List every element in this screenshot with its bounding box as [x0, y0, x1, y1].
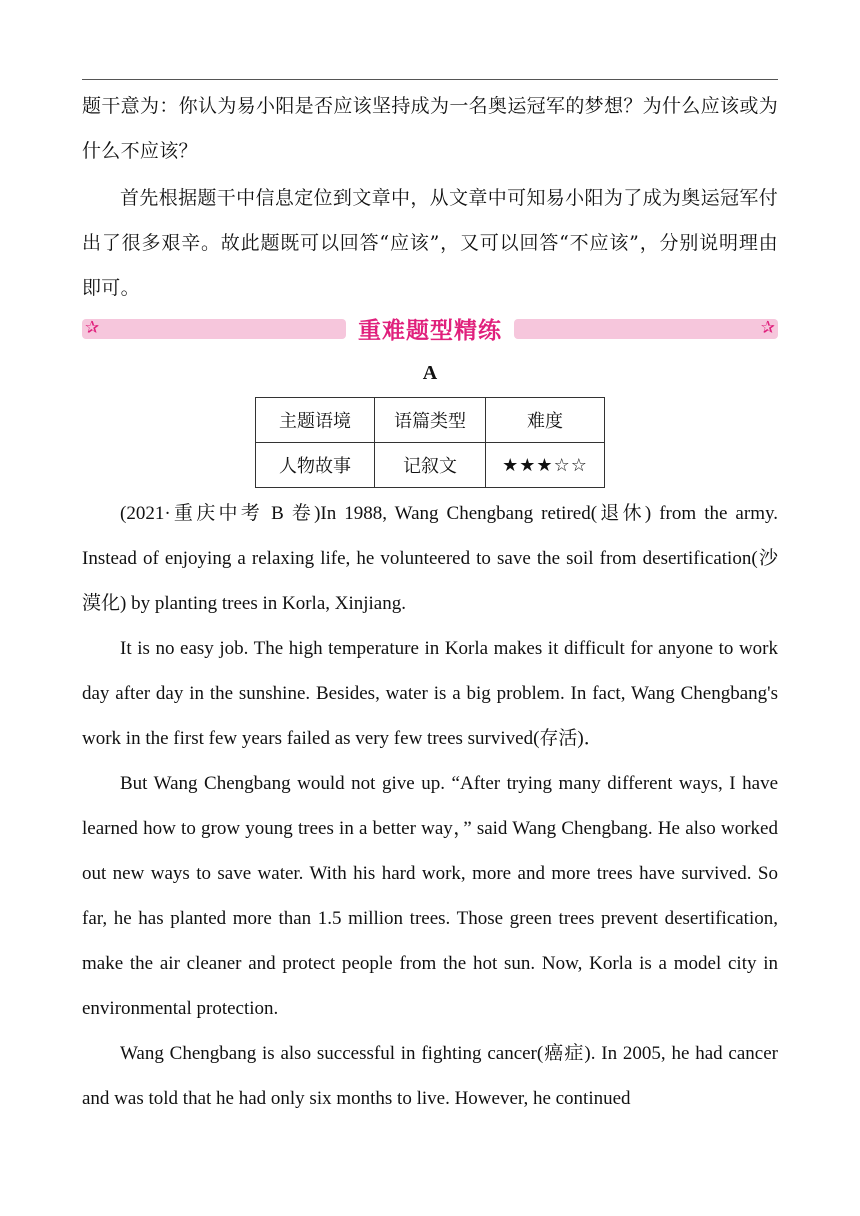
top-divider-line	[82, 79, 778, 80]
passage-label: A	[422, 362, 438, 384]
passage-info-table	[255, 397, 605, 488]
analysis-paragraph-2: 首先根据题干中信息定位到文章中，从文章中可知易小阳为了成为奥运冠军付出了很多艰辛。故此题既可以回答“应该”，又可以回答“不应该”，分别说明理由即可。	[82, 187, 778, 299]
analysis-paragraph-1: 题干意为：你认为易小阳是否应该坚持成为一名奥运冠军的梦想？为什么应该或为什么不应该？	[82, 95, 778, 162]
reading-passage	[82, 491, 778, 1121]
table-cell-topic: 人物故事	[256, 443, 375, 488]
section-banner	[82, 316, 778, 342]
sparkle-star-icon: ✰	[760, 318, 775, 338]
banner-title: 重难题型精练	[358, 318, 502, 344]
passage-paragraph-2: It is no easy job. The high temperature in Korla makes it difficult for anyone to work day after day in the sunshine. Besides, water is a big problem. In fact, Wang Chengbang's work in the first few years failed as very few trees survived(存活)．	[82, 638, 778, 749]
answer-analysis	[82, 84, 778, 311]
passage-paragraph-1: (2021·重庆中考 B 卷)In 1988, Wang Chengbang retired(退休) from the army. Instead of enjoying a relaxing life, he volunteered to save the soil from desertification(沙漠化) by planting trees in Korla, Xinjiang.	[82, 503, 778, 614]
table-header-cell: 难度	[486, 398, 605, 443]
difficulty-stars: ★★★☆☆	[486, 443, 605, 488]
table-header-row	[256, 398, 605, 443]
table-row	[256, 443, 605, 488]
sparkle-star-icon: ✰	[85, 318, 100, 338]
table-header-cell: 语篇类型	[375, 398, 486, 443]
table-header-cell: 主题语境	[256, 398, 375, 443]
passage-paragraph-4: Wang Chengbang is also successful in fighting cancer(癌症). In 2005, he had cancer and was told that he had only six months to live. However, he continued	[82, 1043, 778, 1109]
passage-paragraph-3: But Wang Chengbang would not give up. “After trying many different ways, I have learned how to grow young trees in a better way，” said Wang Chengbang. He also worked out new ways to save water. With his hard work, more and more trees have survived. So far, he has planted more than 1.5 million trees. Those green trees prevent desertification, make the air cleaner and protect people from the hot sun. Now, Korla is a model city in environmental protection.	[82, 773, 778, 1019]
table-cell-genre: 记叙文	[375, 443, 486, 488]
